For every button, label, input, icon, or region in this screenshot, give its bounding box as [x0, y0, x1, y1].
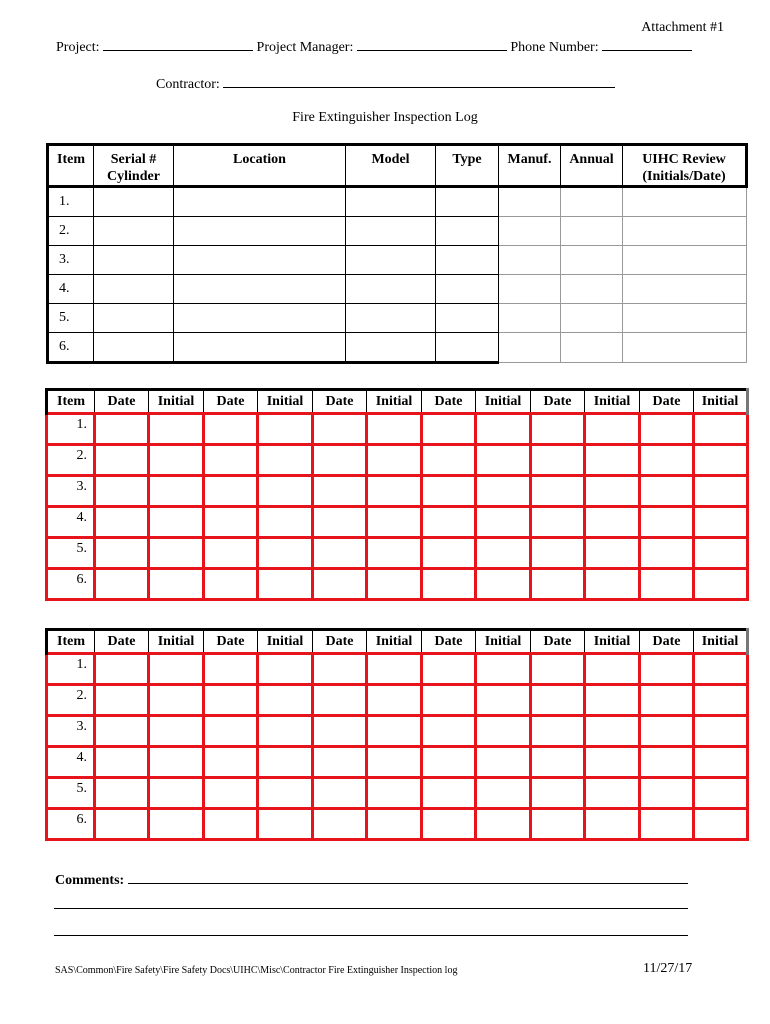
table-cell[interactable]	[258, 778, 313, 809]
inspection-log-table-2	[45, 628, 749, 841]
phone-label: Phone Number:	[510, 40, 599, 55]
table-cell[interactable]	[476, 778, 531, 809]
column-header: Date	[640, 630, 694, 654]
table-cell[interactable]	[476, 809, 531, 840]
table-cell[interactable]	[585, 538, 640, 569]
column-header: Date	[95, 390, 149, 414]
table-cell[interactable]	[436, 304, 499, 333]
table-cell[interactable]	[94, 275, 174, 304]
table-cell[interactable]	[94, 246, 174, 275]
table-cell[interactable]	[174, 217, 346, 246]
table-cell[interactable]	[367, 476, 422, 507]
column-header: Model	[346, 145, 436, 187]
column-header: Date	[531, 390, 585, 414]
table-cell[interactable]	[204, 569, 258, 600]
row-number: 4.	[47, 747, 95, 778]
table-cell[interactable]	[149, 747, 204, 778]
table-row	[48, 187, 747, 217]
table-cell[interactable]	[149, 445, 204, 476]
row-number: 6.	[47, 569, 95, 600]
table-cell[interactable]	[258, 445, 313, 476]
table-cell[interactable]	[476, 716, 531, 747]
table-cell[interactable]	[499, 333, 561, 363]
table-cell[interactable]	[422, 685, 476, 716]
table-cell[interactable]	[585, 476, 640, 507]
table-cell[interactable]	[95, 778, 149, 809]
row-number: 3.	[48, 246, 94, 275]
comments-field-3[interactable]	[54, 935, 688, 936]
table-cell[interactable]	[531, 716, 585, 747]
table-cell[interactable]	[694, 778, 748, 809]
table-cell[interactable]	[436, 246, 499, 275]
row-number: 6.	[48, 333, 94, 363]
table-row	[47, 507, 748, 538]
table-cell[interactable]	[204, 716, 258, 747]
table-cell[interactable]	[95, 476, 149, 507]
table-cell[interactable]	[623, 187, 747, 217]
table-row	[47, 747, 748, 778]
table-row	[48, 304, 747, 333]
table-cell[interactable]	[346, 275, 436, 304]
table-cell[interactable]	[694, 716, 748, 747]
table-cell[interactable]	[531, 809, 585, 840]
footer-date: 11/27/17	[643, 961, 693, 976]
table-cell[interactable]	[313, 747, 367, 778]
table-row	[47, 538, 748, 569]
extinguisher-table	[46, 143, 748, 364]
row-number: 5.	[47, 538, 95, 569]
column-header: UIHC Review (Initials/Date)	[623, 145, 747, 187]
table-cell[interactable]	[422, 809, 476, 840]
table-cell[interactable]	[94, 333, 174, 363]
project-field[interactable]	[103, 37, 253, 51]
table-cell[interactable]	[174, 275, 346, 304]
table-cell[interactable]	[531, 747, 585, 778]
table-cell[interactable]	[640, 747, 694, 778]
table-row	[47, 476, 748, 507]
table-cell[interactable]	[258, 507, 313, 538]
row-number: 5.	[48, 304, 94, 333]
table-cell[interactable]	[436, 275, 499, 304]
table-cell[interactable]	[367, 778, 422, 809]
table-cell[interactable]	[313, 569, 367, 600]
table-cell[interactable]	[436, 333, 499, 363]
comments-field-1[interactable]	[128, 870, 688, 884]
table-cell[interactable]	[531, 778, 585, 809]
column-header: Initial	[149, 390, 204, 414]
row-number: 2.	[47, 685, 95, 716]
table-cell[interactable]	[313, 685, 367, 716]
table-cell[interactable]	[204, 654, 258, 685]
table-cell[interactable]	[585, 747, 640, 778]
table-cell[interactable]	[204, 507, 258, 538]
table-cell[interactable]	[585, 685, 640, 716]
table-cell[interactable]	[694, 445, 748, 476]
table-row	[47, 445, 748, 476]
row-number: 4.	[47, 507, 95, 538]
table-row	[47, 778, 748, 809]
table-cell[interactable]	[623, 246, 747, 275]
table-cell[interactable]	[367, 716, 422, 747]
table-cell[interactable]	[174, 187, 346, 217]
table-cell[interactable]	[174, 333, 346, 363]
table-cell[interactable]	[694, 747, 748, 778]
row-number: 1.	[48, 187, 94, 217]
column-header: Date	[640, 390, 694, 414]
table-cell[interactable]	[95, 445, 149, 476]
table-cell[interactable]	[367, 445, 422, 476]
comments-line	[55, 870, 688, 889]
table-cell[interactable]	[585, 809, 640, 840]
table-cell[interactable]	[422, 445, 476, 476]
table-cell[interactable]	[95, 685, 149, 716]
column-header: Date	[204, 390, 258, 414]
table-cell[interactable]	[204, 414, 258, 445]
table-cell[interactable]	[367, 747, 422, 778]
table-cell[interactable]	[422, 538, 476, 569]
row-number: 2.	[47, 445, 95, 476]
table-cell[interactable]	[531, 569, 585, 600]
table-cell[interactable]	[585, 507, 640, 538]
table-cell[interactable]	[313, 507, 367, 538]
table-cell[interactable]	[149, 414, 204, 445]
table-cell[interactable]	[476, 445, 531, 476]
table-cell[interactable]	[174, 304, 346, 333]
column-header: Date	[422, 630, 476, 654]
table-cell[interactable]	[258, 414, 313, 445]
table-cell[interactable]	[346, 304, 436, 333]
table-row	[47, 685, 748, 716]
table-cell[interactable]	[149, 476, 204, 507]
table-cell[interactable]	[623, 217, 747, 246]
column-header: Initial	[585, 390, 640, 414]
table-cell[interactable]	[476, 569, 531, 600]
row-number: 3.	[47, 716, 95, 747]
table-cell[interactable]	[367, 507, 422, 538]
table-cell[interactable]	[94, 187, 174, 217]
project-manager-label: Project Manager:	[256, 40, 354, 55]
table-cell[interactable]	[258, 685, 313, 716]
table-cell[interactable]	[95, 414, 149, 445]
table-cell[interactable]	[204, 445, 258, 476]
table-cell[interactable]	[422, 414, 476, 445]
table-cell[interactable]	[258, 569, 313, 600]
inspection-log-table-1	[45, 388, 749, 601]
column-header: Serial # Cylinder	[94, 145, 174, 187]
table-cell[interactable]	[258, 654, 313, 685]
column-header: Manuf.	[499, 145, 561, 187]
table-cell[interactable]	[476, 538, 531, 569]
table-cell[interactable]	[694, 507, 748, 538]
table-cell[interactable]	[367, 685, 422, 716]
table-cell[interactable]	[476, 654, 531, 685]
contractor-line	[156, 74, 615, 93]
page-title: Fire Extinguisher Inspection Log	[292, 110, 478, 125]
table-cell[interactable]	[313, 476, 367, 507]
column-header: Initial	[149, 630, 204, 654]
column-header: Date	[531, 630, 585, 654]
column-header: Item	[48, 145, 94, 187]
row-number: 3.	[47, 476, 95, 507]
row-number: 4.	[48, 275, 94, 304]
table-row	[48, 275, 747, 304]
table-cell[interactable]	[346, 246, 436, 275]
table-cell[interactable]	[585, 445, 640, 476]
column-header: Date	[313, 390, 367, 414]
column-header: Date	[422, 390, 476, 414]
table-row	[48, 217, 747, 246]
table-cell[interactable]	[623, 333, 747, 363]
column-header: Annual	[561, 145, 623, 187]
table-cell[interactable]	[531, 445, 585, 476]
table-cell[interactable]	[422, 654, 476, 685]
table-cell[interactable]	[95, 569, 149, 600]
table-cell[interactable]	[313, 716, 367, 747]
table-cell[interactable]	[585, 716, 640, 747]
table-row	[47, 716, 748, 747]
column-header: Date	[95, 630, 149, 654]
table-cell[interactable]	[694, 414, 748, 445]
column-header: Initial	[367, 630, 422, 654]
table-cell[interactable]	[95, 809, 149, 840]
table-cell[interactable]	[640, 809, 694, 840]
table-cell[interactable]	[258, 538, 313, 569]
table-cell[interactable]	[585, 654, 640, 685]
contractor-label: Contractor:	[156, 77, 220, 92]
table-cell[interactable]	[476, 476, 531, 507]
table-cell[interactable]	[95, 538, 149, 569]
row-number: 1.	[47, 414, 95, 445]
table-cell[interactable]	[149, 809, 204, 840]
table-cell[interactable]	[585, 414, 640, 445]
table-cell[interactable]	[499, 304, 561, 333]
table-cell[interactable]	[422, 778, 476, 809]
table-cell[interactable]	[531, 685, 585, 716]
table-cell[interactable]	[640, 569, 694, 600]
table-cell[interactable]	[95, 716, 149, 747]
project-manager-field[interactable]	[357, 37, 507, 51]
table-cell[interactable]	[623, 275, 747, 304]
column-header: Location	[174, 145, 346, 187]
table-cell[interactable]	[694, 654, 748, 685]
column-header: Initial	[585, 630, 640, 654]
table-cell[interactable]	[94, 304, 174, 333]
column-header: Initial	[258, 390, 313, 414]
table-cell[interactable]	[640, 538, 694, 569]
table-cell[interactable]	[367, 654, 422, 685]
table-cell[interactable]	[313, 778, 367, 809]
table-cell[interactable]	[640, 476, 694, 507]
table-cell[interactable]	[436, 217, 499, 246]
table-cell[interactable]	[640, 507, 694, 538]
row-number: 2.	[48, 217, 94, 246]
table-cell[interactable]	[149, 654, 204, 685]
table-row	[47, 809, 748, 840]
column-header: Type	[436, 145, 499, 187]
table-cell[interactable]	[499, 217, 561, 246]
column-header: Initial	[367, 390, 422, 414]
table-cell[interactable]	[258, 809, 313, 840]
table-cell[interactable]	[640, 445, 694, 476]
table-cell[interactable]	[640, 716, 694, 747]
table-cell[interactable]	[204, 747, 258, 778]
table-cell[interactable]	[422, 507, 476, 538]
table-cell[interactable]	[204, 809, 258, 840]
table-cell[interactable]	[95, 654, 149, 685]
table-cell[interactable]	[149, 538, 204, 569]
table-cell[interactable]	[499, 275, 561, 304]
table-cell[interactable]	[149, 569, 204, 600]
table-cell[interactable]	[694, 476, 748, 507]
row-number: 6.	[47, 809, 95, 840]
table-cell[interactable]	[422, 747, 476, 778]
table-cell[interactable]	[313, 654, 367, 685]
table-cell[interactable]	[531, 414, 585, 445]
table-cell[interactable]	[346, 217, 436, 246]
table-cell[interactable]	[313, 414, 367, 445]
table-cell[interactable]	[258, 716, 313, 747]
table-row	[47, 414, 748, 445]
column-header: Initial	[476, 630, 531, 654]
table-cell[interactable]	[585, 569, 640, 600]
table-cell[interactable]	[367, 538, 422, 569]
table-cell[interactable]	[422, 716, 476, 747]
table-cell[interactable]	[174, 246, 346, 275]
table-row	[48, 246, 747, 275]
table-row	[48, 333, 747, 363]
table-cell[interactable]	[95, 507, 149, 538]
table-cell[interactable]	[476, 685, 531, 716]
footer-path: SAS\Common\Fire Safety\Fire Safety Docs\UIHC\Misc\Contractor Fire Extinguisher Inspection log	[55, 965, 458, 976]
table-cell[interactable]	[623, 304, 747, 333]
table-cell[interactable]	[531, 654, 585, 685]
table-cell[interactable]	[476, 414, 531, 445]
table-cell[interactable]	[95, 747, 149, 778]
table-cell[interactable]	[499, 187, 561, 217]
phone-field[interactable]	[602, 37, 692, 51]
column-header: Date	[204, 630, 258, 654]
table-cell[interactable]	[204, 476, 258, 507]
table-cell[interactable]	[640, 778, 694, 809]
table-cell[interactable]	[258, 476, 313, 507]
row-number: 1.	[47, 654, 95, 685]
table-cell[interactable]	[346, 333, 436, 363]
table-cell[interactable]	[204, 538, 258, 569]
table-cell[interactable]	[149, 507, 204, 538]
attachment-label: Attachment #1	[641, 20, 724, 35]
table-cell[interactable]	[367, 414, 422, 445]
table-cell[interactable]	[694, 809, 748, 840]
table-cell[interactable]	[204, 685, 258, 716]
table-cell[interactable]	[367, 569, 422, 600]
table-cell[interactable]	[561, 187, 623, 217]
table-cell[interactable]	[640, 414, 694, 445]
column-header: Initial	[694, 630, 748, 654]
column-header: Item	[47, 630, 95, 654]
column-header: Item	[47, 390, 95, 414]
table-row	[47, 569, 748, 600]
project-line	[56, 37, 692, 56]
table-cell[interactable]	[149, 778, 204, 809]
project-label: Project:	[56, 40, 100, 55]
table-cell[interactable]	[531, 476, 585, 507]
table-cell[interactable]	[204, 778, 258, 809]
table-cell[interactable]	[694, 569, 748, 600]
table-cell[interactable]	[694, 685, 748, 716]
table-cell[interactable]	[149, 716, 204, 747]
table-cell[interactable]	[346, 187, 436, 217]
table-cell[interactable]	[561, 304, 623, 333]
comments-field-2[interactable]	[54, 908, 688, 909]
table-cell[interactable]	[313, 809, 367, 840]
table-cell[interactable]	[640, 654, 694, 685]
table-cell[interactable]	[694, 538, 748, 569]
contractor-field[interactable]	[223, 74, 615, 88]
table-cell[interactable]	[561, 246, 623, 275]
column-header: Date	[313, 630, 367, 654]
table-cell[interactable]	[422, 569, 476, 600]
table-row	[47, 654, 748, 685]
table-cell[interactable]	[258, 747, 313, 778]
table-cell[interactable]	[422, 476, 476, 507]
table-cell[interactable]	[367, 809, 422, 840]
table-cell[interactable]	[640, 685, 694, 716]
table-cell[interactable]	[149, 685, 204, 716]
table-cell[interactable]	[436, 187, 499, 217]
table-cell[interactable]	[476, 747, 531, 778]
table-cell[interactable]	[531, 507, 585, 538]
table-cell[interactable]	[499, 246, 561, 275]
table-cell[interactable]	[476, 507, 531, 538]
table-cell[interactable]	[561, 333, 623, 363]
table-cell[interactable]	[561, 275, 623, 304]
table-cell[interactable]	[585, 778, 640, 809]
table-cell[interactable]	[94, 217, 174, 246]
comments-label: Comments:	[55, 873, 125, 888]
column-header: Initial	[476, 390, 531, 414]
table-cell[interactable]	[531, 538, 585, 569]
column-header: Initial	[694, 390, 748, 414]
table-cell[interactable]	[313, 445, 367, 476]
table-cell[interactable]	[561, 217, 623, 246]
row-number: 5.	[47, 778, 95, 809]
column-header: Initial	[258, 630, 313, 654]
table-cell[interactable]	[313, 538, 367, 569]
